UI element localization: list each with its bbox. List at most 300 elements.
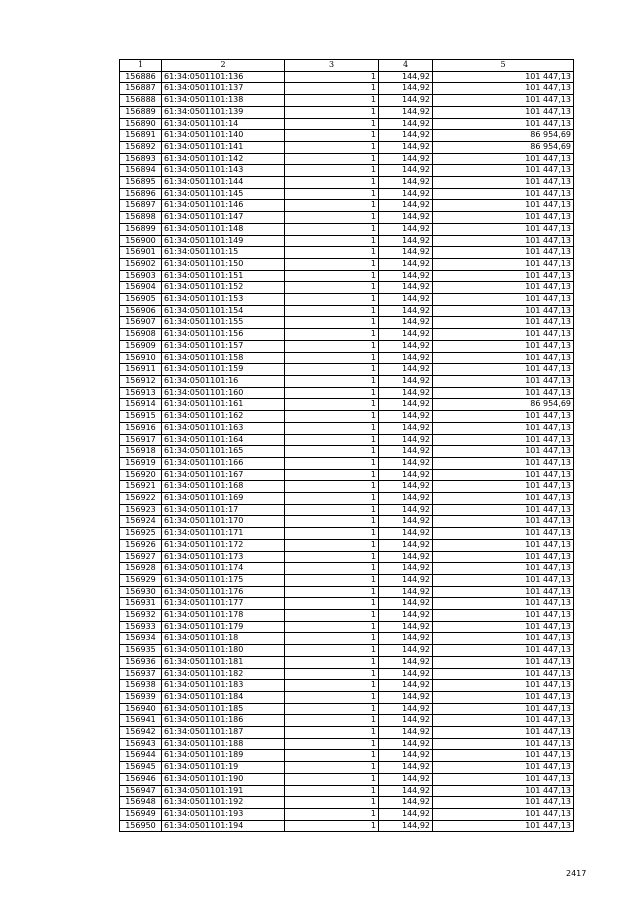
count-cell: 1: [285, 118, 379, 130]
row-number-cell: 156943: [120, 738, 162, 750]
table-row: [120, 387, 574, 399]
row-number-cell: 156916: [120, 422, 162, 434]
value-cell: 101 447,13: [433, 809, 574, 821]
table-row: [120, 563, 574, 575]
cadastral-number-cell: 61:34:0501101:179: [162, 621, 285, 633]
value-cell: 101 447,13: [433, 656, 574, 668]
value-cell: 101 447,13: [433, 727, 574, 739]
row-number-cell: 156905: [120, 294, 162, 306]
count-cell: 1: [285, 563, 379, 575]
count-cell: 1: [285, 247, 379, 259]
area-cell: 144,92: [379, 165, 433, 177]
value-cell: 101 447,13: [433, 387, 574, 399]
count-cell: 1: [285, 340, 379, 352]
value-cell: 101 447,13: [433, 177, 574, 189]
cadastral-number-cell: 61:34:0501101:143: [162, 165, 285, 177]
count-cell: 1: [285, 258, 379, 270]
table-row: [120, 586, 574, 598]
row-number-cell: 156904: [120, 282, 162, 294]
area-cell: 144,92: [379, 539, 433, 551]
area-cell: 144,92: [379, 586, 433, 598]
value-cell: 101 447,13: [433, 165, 574, 177]
area-cell: 144,92: [379, 551, 433, 563]
table-row: [120, 83, 574, 95]
area-cell: 144,92: [379, 223, 433, 235]
cadastral-number-cell: 61:34:0501101:169: [162, 493, 285, 505]
area-cell: 144,92: [379, 235, 433, 247]
count-cell: 1: [285, 727, 379, 739]
area-cell: 144,92: [379, 141, 433, 153]
area-cell: 144,92: [379, 656, 433, 668]
count-cell: 1: [285, 399, 379, 411]
row-number-cell: 156913: [120, 387, 162, 399]
table-row: [120, 773, 574, 785]
cadastral-number-cell: 61:34:0501101:16: [162, 375, 285, 387]
row-number-cell: 156919: [120, 457, 162, 469]
cadastral-number-cell: 61:34:0501101:174: [162, 563, 285, 575]
cadastral-number-cell: 61:34:0501101:18: [162, 633, 285, 645]
table-row: [120, 656, 574, 668]
count-cell: 1: [285, 645, 379, 657]
table-row: [120, 317, 574, 329]
row-number-cell: 156892: [120, 141, 162, 153]
cadastral-number-cell: 61:34:0501101:190: [162, 773, 285, 785]
table-row: [120, 106, 574, 118]
value-cell: 101 447,13: [433, 364, 574, 376]
count-cell: 1: [285, 188, 379, 200]
area-cell: 144,92: [379, 434, 433, 446]
count-cell: 1: [285, 516, 379, 528]
column-header: 5: [433, 60, 574, 72]
table-row: [120, 200, 574, 212]
row-number-cell: 156922: [120, 493, 162, 505]
area-cell: 144,92: [379, 680, 433, 692]
cadastral-number-cell: 61:34:0501101:15: [162, 247, 285, 259]
value-cell: 101 447,13: [433, 633, 574, 645]
count-cell: 1: [285, 598, 379, 610]
value-cell: 101 447,13: [433, 668, 574, 680]
table-row: [120, 95, 574, 107]
count-cell: 1: [285, 586, 379, 598]
area-cell: 144,92: [379, 375, 433, 387]
cadastral-number-cell: 61:34:0501101:150: [162, 258, 285, 270]
value-cell: 101 447,13: [433, 340, 574, 352]
value-cell: 101 447,13: [433, 551, 574, 563]
count-cell: 1: [285, 71, 379, 83]
cadastral-number-cell: 61:34:0501101:149: [162, 235, 285, 247]
area-cell: 144,92: [379, 270, 433, 282]
count-cell: 1: [285, 235, 379, 247]
value-cell: 101 447,13: [433, 434, 574, 446]
value-cell: 101 447,13: [433, 153, 574, 165]
row-number-cell: 156917: [120, 434, 162, 446]
cadastral-number-cell: 61:34:0501101:189: [162, 750, 285, 762]
table-row: [120, 493, 574, 505]
row-number-cell: 156942: [120, 727, 162, 739]
row-number-cell: 156907: [120, 317, 162, 329]
row-number-cell: 156941: [120, 715, 162, 727]
value-cell: 101 447,13: [433, 258, 574, 270]
row-number-cell: 156896: [120, 188, 162, 200]
count-cell: 1: [285, 223, 379, 235]
table-row: [120, 247, 574, 259]
cadastral-number-cell: 61:34:0501101:177: [162, 598, 285, 610]
value-cell: 101 447,13: [433, 703, 574, 715]
row-number-cell: 156948: [120, 797, 162, 809]
table-row: [120, 469, 574, 481]
cadastral-number-cell: 61:34:0501101:142: [162, 153, 285, 165]
area-cell: 144,92: [379, 212, 433, 224]
table-row: [120, 645, 574, 657]
row-number-cell: 156938: [120, 680, 162, 692]
table-row: [120, 703, 574, 715]
area-cell: 144,92: [379, 399, 433, 411]
count-cell: 1: [285, 504, 379, 516]
table-row: [120, 446, 574, 458]
value-cell: 101 447,13: [433, 469, 574, 481]
table-row: [120, 364, 574, 376]
area-cell: 144,92: [379, 294, 433, 306]
row-number-cell: 156939: [120, 691, 162, 703]
cadastral-number-cell: 61:34:0501101:194: [162, 820, 285, 832]
area-cell: 144,92: [379, 329, 433, 341]
row-number-cell: 156929: [120, 574, 162, 586]
cadastral-number-cell: 61:34:0501101:141: [162, 141, 285, 153]
row-number-cell: 156900: [120, 235, 162, 247]
row-number-cell: 156889: [120, 106, 162, 118]
row-number-cell: 156931: [120, 598, 162, 610]
value-cell: 101 447,13: [433, 118, 574, 130]
count-cell: 1: [285, 773, 379, 785]
cadastral-number-cell: 61:34:0501101:139: [162, 106, 285, 118]
cadastral-number-cell: 61:34:0501101:186: [162, 715, 285, 727]
cadastral-number-cell: 61:34:0501101:173: [162, 551, 285, 563]
column-header: 1: [120, 60, 162, 72]
cadastral-number-cell: 61:34:0501101:153: [162, 294, 285, 306]
cadastral-number-cell: 61:34:0501101:147: [162, 212, 285, 224]
area-cell: 144,92: [379, 153, 433, 165]
cadastral-number-cell: 61:34:0501101:162: [162, 411, 285, 423]
row-number-cell: 156918: [120, 446, 162, 458]
value-cell: 101 447,13: [433, 106, 574, 118]
table-row: [120, 188, 574, 200]
row-number-cell: 156894: [120, 165, 162, 177]
row-number-cell: 156928: [120, 563, 162, 575]
area-cell: 144,92: [379, 528, 433, 540]
cadastral-number-cell: 61:34:0501101:183: [162, 680, 285, 692]
cadastral-number-cell: 61:34:0501101:171: [162, 528, 285, 540]
table-row: [120, 118, 574, 130]
table-row: [120, 340, 574, 352]
row-number-cell: 156903: [120, 270, 162, 282]
value-cell: 101 447,13: [433, 574, 574, 586]
value-cell: 101 447,13: [433, 282, 574, 294]
row-number-cell: 156924: [120, 516, 162, 528]
value-cell: 101 447,13: [433, 797, 574, 809]
row-number-cell: 156937: [120, 668, 162, 680]
row-number-cell: 156944: [120, 750, 162, 762]
table-row: [120, 177, 574, 189]
table-row: [120, 153, 574, 165]
area-cell: 144,92: [379, 457, 433, 469]
value-cell: 101 447,13: [433, 83, 574, 95]
value-cell: 101 447,13: [433, 785, 574, 797]
value-cell: 101 447,13: [433, 715, 574, 727]
table-row: [120, 738, 574, 750]
table-row: [120, 481, 574, 493]
cadastral-number-cell: 61:34:0501101:151: [162, 270, 285, 282]
row-number-cell: 156902: [120, 258, 162, 270]
value-cell: 101 447,13: [433, 294, 574, 306]
cadastral-number-cell: 61:34:0501101:19: [162, 762, 285, 774]
count-cell: 1: [285, 95, 379, 107]
row-number-cell: 156893: [120, 153, 162, 165]
cadastral-number-cell: 61:34:0501101:158: [162, 352, 285, 364]
area-cell: 144,92: [379, 258, 433, 270]
row-number-cell: 156920: [120, 469, 162, 481]
table-row: [120, 141, 574, 153]
row-number-cell: 156901: [120, 247, 162, 259]
value-cell: 101 447,13: [433, 212, 574, 224]
area-cell: 144,92: [379, 785, 433, 797]
area-cell: 144,92: [379, 83, 433, 95]
header-row: [120, 60, 574, 72]
area-cell: 144,92: [379, 504, 433, 516]
area-cell: 144,92: [379, 563, 433, 575]
row-number-cell: 156910: [120, 352, 162, 364]
row-number-cell: 156895: [120, 177, 162, 189]
count-cell: 1: [285, 668, 379, 680]
area-cell: 144,92: [379, 200, 433, 212]
table-row: [120, 71, 574, 83]
row-number-cell: 156921: [120, 481, 162, 493]
count-cell: 1: [285, 329, 379, 341]
table-row: [120, 130, 574, 142]
table-row: [120, 352, 574, 364]
cadastral-number-cell: 61:34:0501101:181: [162, 656, 285, 668]
count-cell: 1: [285, 282, 379, 294]
row-number-cell: 156914: [120, 399, 162, 411]
cadastral-number-cell: 61:34:0501101:167: [162, 469, 285, 481]
area-cell: 144,92: [379, 809, 433, 821]
area-cell: 144,92: [379, 727, 433, 739]
area-cell: 144,92: [379, 95, 433, 107]
count-cell: 1: [285, 153, 379, 165]
area-cell: 144,92: [379, 645, 433, 657]
row-number-cell: 156886: [120, 71, 162, 83]
table-row: [120, 610, 574, 622]
cadastral-number-cell: 61:34:0501101:193: [162, 809, 285, 821]
row-number-cell: 156912: [120, 375, 162, 387]
count-cell: 1: [285, 434, 379, 446]
table-row: [120, 411, 574, 423]
row-number-cell: 156946: [120, 773, 162, 785]
row-number-cell: 156932: [120, 610, 162, 622]
area-cell: 144,92: [379, 340, 433, 352]
count-cell: 1: [285, 551, 379, 563]
table-row: [120, 282, 574, 294]
value-cell: 101 447,13: [433, 411, 574, 423]
area-cell: 144,92: [379, 446, 433, 458]
value-cell: 101 447,13: [433, 598, 574, 610]
cadastral-number-cell: 61:34:0501101:170: [162, 516, 285, 528]
table-body: [120, 71, 574, 832]
count-cell: 1: [285, 528, 379, 540]
cadastral-number-cell: 61:34:0501101:176: [162, 586, 285, 598]
area-cell: 144,92: [379, 247, 433, 259]
cadastral-number-cell: 61:34:0501101:187: [162, 727, 285, 739]
table-row: [120, 212, 574, 224]
table-row: [120, 294, 574, 306]
value-cell: 101 447,13: [433, 738, 574, 750]
count-cell: 1: [285, 797, 379, 809]
row-number-cell: 156947: [120, 785, 162, 797]
count-cell: 1: [285, 270, 379, 282]
value-cell: 101 447,13: [433, 621, 574, 633]
count-cell: 1: [285, 469, 379, 481]
value-cell: 101 447,13: [433, 528, 574, 540]
row-number-cell: 156925: [120, 528, 162, 540]
cadastral-number-cell: 61:34:0501101:155: [162, 317, 285, 329]
count-cell: 1: [285, 762, 379, 774]
area-cell: 144,92: [379, 633, 433, 645]
area-cell: 144,92: [379, 411, 433, 423]
count-cell: 1: [285, 785, 379, 797]
row-number-cell: 156930: [120, 586, 162, 598]
count-cell: 1: [285, 809, 379, 821]
cadastral-number-cell: 61:34:0501101:152: [162, 282, 285, 294]
value-cell: 101 447,13: [433, 71, 574, 83]
value-cell: 86 954,69: [433, 399, 574, 411]
area-cell: 144,92: [379, 188, 433, 200]
cadastral-number-cell: 61:34:0501101:159: [162, 364, 285, 376]
area-cell: 144,92: [379, 715, 433, 727]
table-row: [120, 574, 574, 586]
row-number-cell: 156935: [120, 645, 162, 657]
area-cell: 144,92: [379, 762, 433, 774]
count-cell: 1: [285, 691, 379, 703]
table-row: [120, 258, 574, 270]
count-cell: 1: [285, 738, 379, 750]
page-number: 2417: [566, 869, 587, 878]
row-number-cell: 156926: [120, 539, 162, 551]
value-cell: 101 447,13: [433, 610, 574, 622]
row-number-cell: 156950: [120, 820, 162, 832]
value-cell: 101 447,13: [433, 493, 574, 505]
value-cell: 101 447,13: [433, 762, 574, 774]
row-number-cell: 156909: [120, 340, 162, 352]
count-cell: 1: [285, 294, 379, 306]
table-row: [120, 797, 574, 809]
count-cell: 1: [285, 141, 379, 153]
data-table: [119, 59, 574, 832]
column-header: 3: [285, 60, 379, 72]
count-cell: 1: [285, 750, 379, 762]
table-row: [120, 422, 574, 434]
value-cell: 101 447,13: [433, 539, 574, 551]
table-row: [120, 223, 574, 235]
row-number-cell: 156898: [120, 212, 162, 224]
area-cell: 144,92: [379, 106, 433, 118]
count-cell: 1: [285, 305, 379, 317]
value-cell: 101 447,13: [433, 235, 574, 247]
value-cell: 101 447,13: [433, 188, 574, 200]
count-cell: 1: [285, 387, 379, 399]
area-cell: 144,92: [379, 71, 433, 83]
cadastral-number-cell: 61:34:0501101:166: [162, 457, 285, 469]
value-cell: 101 447,13: [433, 422, 574, 434]
area-cell: 144,92: [379, 610, 433, 622]
count-cell: 1: [285, 457, 379, 469]
area-cell: 144,92: [379, 305, 433, 317]
value-cell: 101 447,13: [433, 820, 574, 832]
value-cell: 101 447,13: [433, 773, 574, 785]
table-row: [120, 165, 574, 177]
value-cell: 101 447,13: [433, 457, 574, 469]
table-row: [120, 750, 574, 762]
cadastral-number-cell: 61:34:0501101:164: [162, 434, 285, 446]
table-row: [120, 621, 574, 633]
table-row: [120, 691, 574, 703]
value-cell: 101 447,13: [433, 317, 574, 329]
value-cell: 101 447,13: [433, 750, 574, 762]
area-cell: 144,92: [379, 797, 433, 809]
row-number-cell: 156891: [120, 130, 162, 142]
area-cell: 144,92: [379, 598, 433, 610]
count-cell: 1: [285, 106, 379, 118]
row-number-cell: 156888: [120, 95, 162, 107]
cadastral-number-cell: 61:34:0501101:191: [162, 785, 285, 797]
area-cell: 144,92: [379, 691, 433, 703]
value-cell: 101 447,13: [433, 680, 574, 692]
count-cell: 1: [285, 574, 379, 586]
cadastral-number-cell: 61:34:0501101:145: [162, 188, 285, 200]
table-row: [120, 270, 574, 282]
value-cell: 101 447,13: [433, 223, 574, 235]
row-number-cell: 156911: [120, 364, 162, 376]
table-row: [120, 539, 574, 551]
column-header: 4: [379, 60, 433, 72]
table-row: [120, 516, 574, 528]
row-number-cell: 156945: [120, 762, 162, 774]
area-cell: 144,92: [379, 481, 433, 493]
value-cell: 101 447,13: [433, 645, 574, 657]
table-row: [120, 551, 574, 563]
area-cell: 144,92: [379, 493, 433, 505]
count-cell: 1: [285, 633, 379, 645]
table-row: [120, 633, 574, 645]
value-cell: 101 447,13: [433, 516, 574, 528]
value-cell: 101 447,13: [433, 446, 574, 458]
cadastral-number-cell: 61:34:0501101:140: [162, 130, 285, 142]
row-number-cell: 156915: [120, 411, 162, 423]
cadastral-number-cell: 61:34:0501101:180: [162, 645, 285, 657]
value-cell: 86 954,69: [433, 141, 574, 153]
area-cell: 144,92: [379, 469, 433, 481]
value-cell: 101 447,13: [433, 375, 574, 387]
table-row: [120, 715, 574, 727]
count-cell: 1: [285, 177, 379, 189]
cadastral-number-cell: 61:34:0501101:17: [162, 504, 285, 516]
row-number-cell: 156934: [120, 633, 162, 645]
table-row: [120, 820, 574, 832]
count-cell: 1: [285, 130, 379, 142]
value-cell: 101 447,13: [433, 691, 574, 703]
area-cell: 144,92: [379, 773, 433, 785]
count-cell: 1: [285, 165, 379, 177]
table-row: [120, 305, 574, 317]
count-cell: 1: [285, 317, 379, 329]
